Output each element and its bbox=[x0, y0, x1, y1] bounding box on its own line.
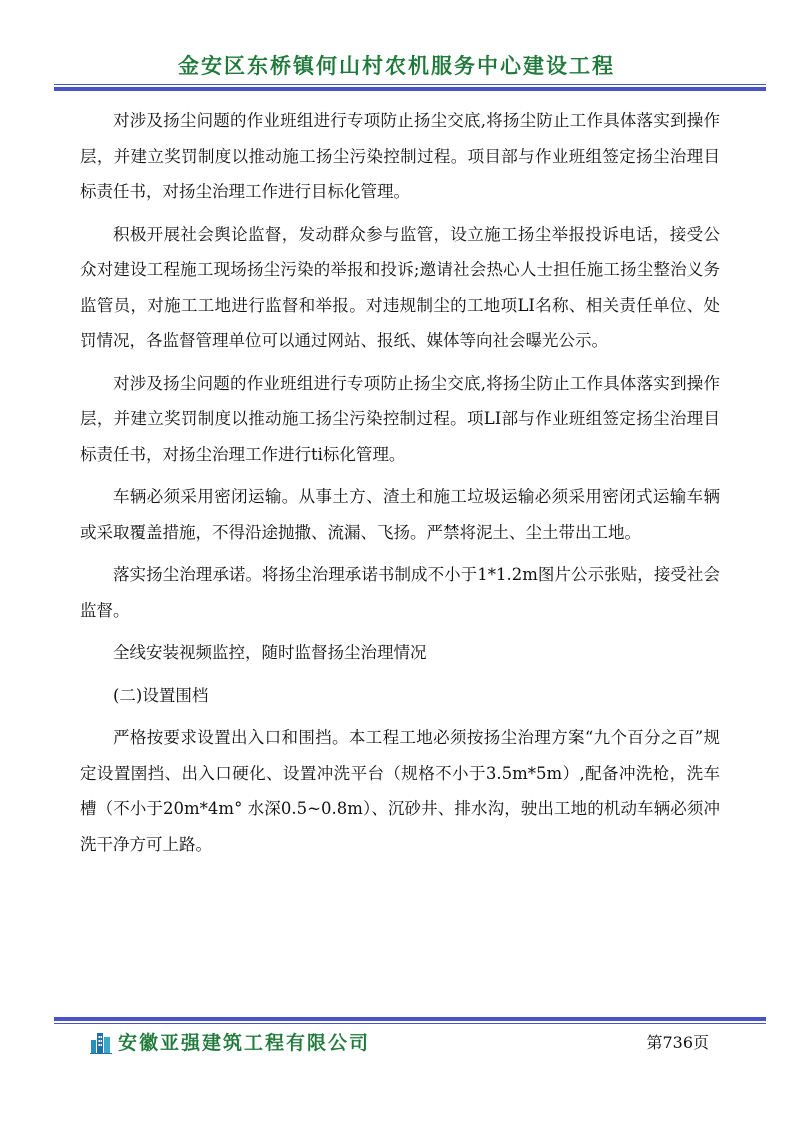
paragraph: 车辆必须采用密闭运输。从事土方、渣土和施工垃圾运输必须采用密闭式运输车辆或采取覆盖措施，不得沿途抛撒、流漏、飞扬。严禁将泥土、尘土带出工地。 bbox=[80, 487, 720, 542]
page-header-title: 金安区东桥镇何山村农机服务中心建设工程 bbox=[178, 54, 615, 78]
paragraph: 严格按要求设置出入口和围挡。本工程工地必须按扬尘治理方案“九个百分之百”规定设置圉挡、出入口硬化、设置冲洗平台（规格不小于3.5m*5m）,配备冲洗枪，洗车槽（不小于20m*4m° 水深0.5~0.8m）、沉砂井、排水沟，驶出工地的机动车辆必须冲洗干净方可上路。 bbox=[80, 728, 720, 854]
footer-rule-thick bbox=[54, 1017, 766, 1021]
company-name: 安徽亚强建筑工程有限公司 bbox=[118, 1032, 371, 1054]
paragraph: 对涉及扬尘问题的作业班组进行专项防止扬尘交底,将扬尘防止工作具体落实到操作层，并建立奖罚制度以推动施工扬尘污染控制过程。项目部与作业班组签定扬尘治理目标责任书，对扬尘治理工作进行目标化管理。 bbox=[80, 111, 720, 201]
section-heading: (二)设置围档 bbox=[113, 685, 209, 705]
building-logo-icon bbox=[90, 1030, 112, 1054]
paragraph: 对涉及扬尘问题的作业班组进行专项防止扬尘交底,将扬尘防止工作具体落实到操作层，并建立奖罚制度以推动施工扬尘污染控制过程。项LI部与作业班组签定扬尘治理目标责任书，对扬尘治理工作进行ti标化管理。 bbox=[80, 373, 720, 464]
footer-company bbox=[90, 1028, 370, 1055]
page-number: 第736页 bbox=[646, 1033, 709, 1052]
paragraph: 落实扬尘治理承诺。将扬尘治理承诺书制成不小于1*1.2m图片公示张贴，接受社会监督。 bbox=[80, 565, 720, 620]
header-rule-thin bbox=[54, 84, 766, 85]
footer-rule-thin bbox=[54, 1023, 766, 1024]
header-rule-thick bbox=[54, 87, 766, 91]
document-body bbox=[80, 103, 720, 869]
paragraph: 积极开展社会舆论监督，发动群众参与监管，设立施工扬尘举报投诉电话，接受公众对建设工程施工现场扬尘污染的举报和投诉;邀请社会热心人士担任施工扬尘整治义务监管员，对施工工地进行监督和举报。对违规制尘的工地项LI名称、相关责任单位、处罚情况，各监督管理单位可以通过网站、报纸、媒体等向社会曝光公示。 bbox=[80, 224, 720, 350]
paragraph: 全线安装视频监控，随时监督扬尘治理情况 bbox=[113, 643, 427, 662]
